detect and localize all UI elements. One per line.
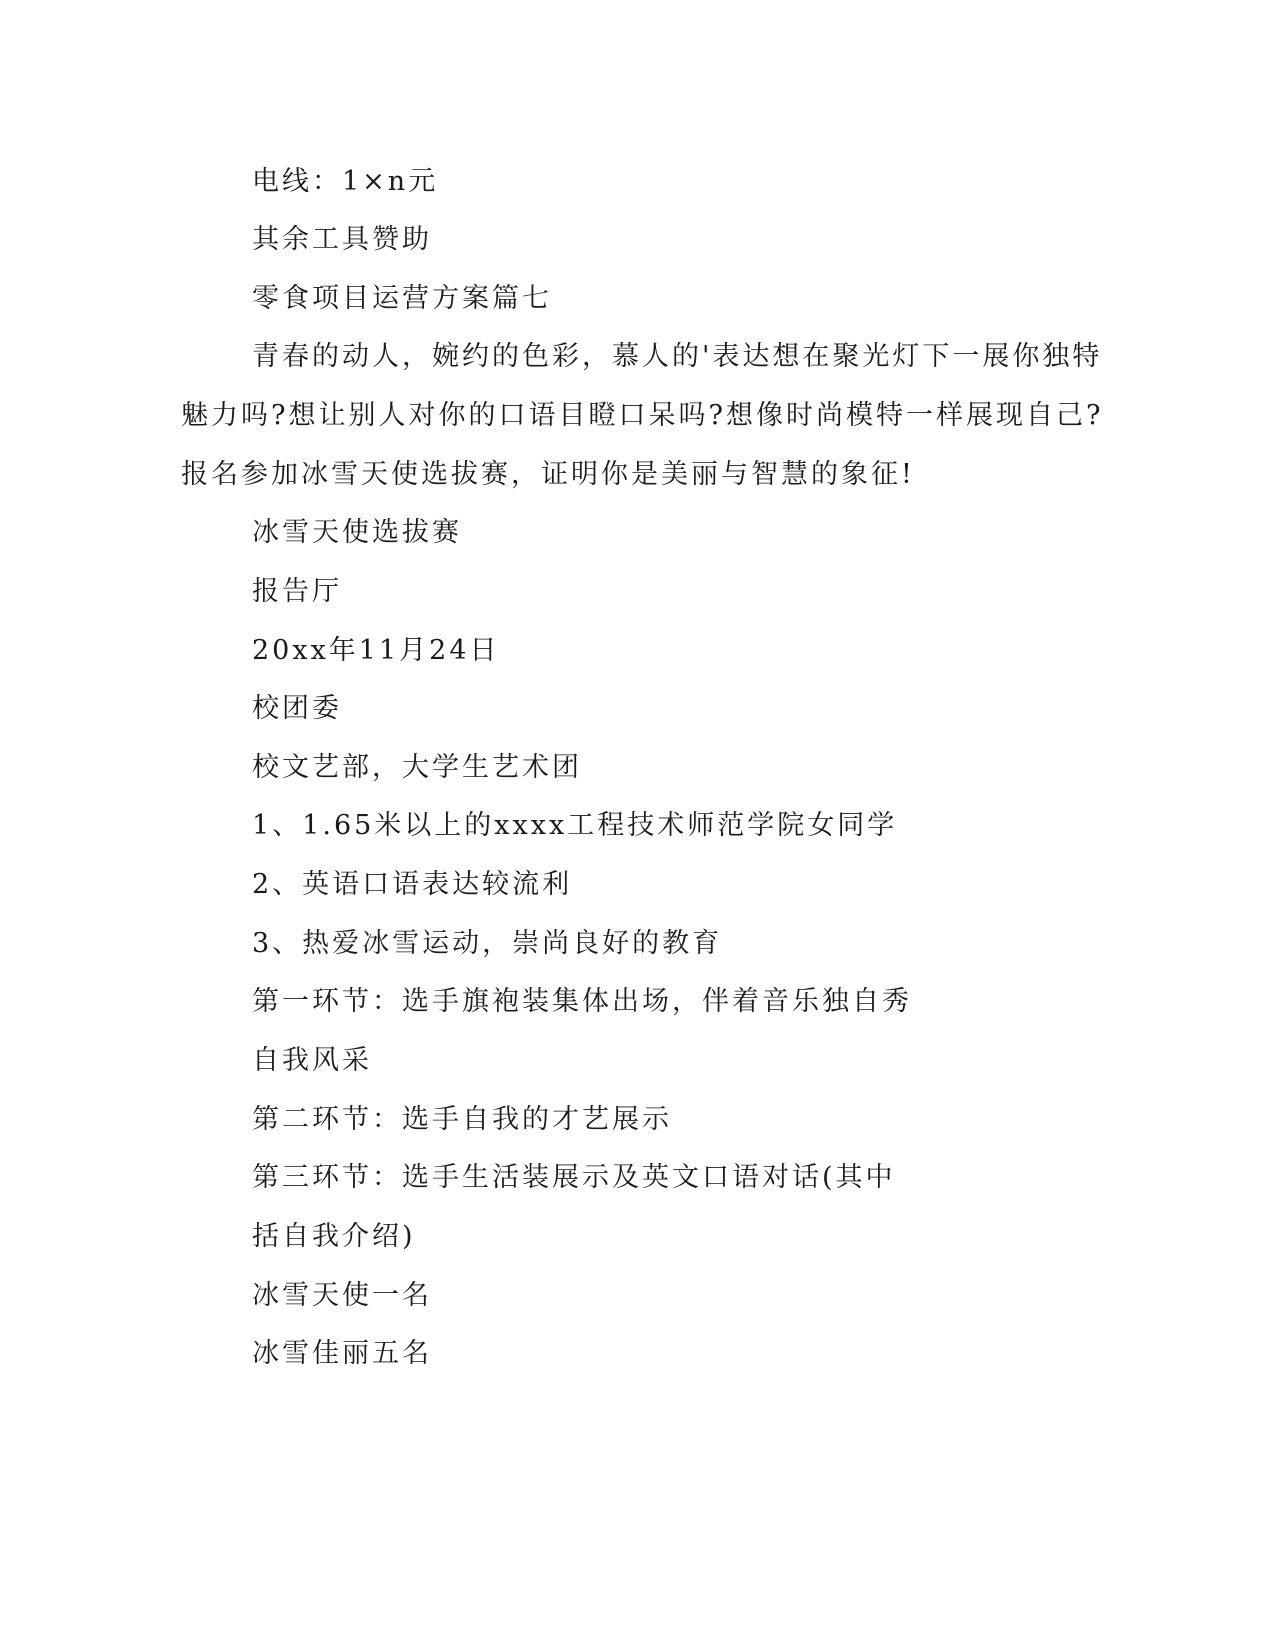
text-line: 第一环节：选手旗袍装集体出场，伴着音乐独自秀 [252, 986, 912, 1017]
text-line: 自我风采 [252, 1045, 372, 1076]
list-item: 2、英语口语表达较流利 [252, 869, 573, 900]
text-line: 括自我介绍) [252, 1221, 416, 1252]
text-line: 冰雪天使选拔赛 [252, 517, 462, 548]
paragraph-line: 青春的动人，婉约的色彩，慕人的'表达想在聚光灯下一展你独特 [252, 341, 1103, 372]
text-line: 冰雪佳丽五名 [252, 1338, 432, 1369]
text-line: 报告厅 [252, 576, 342, 607]
text-line: 第二环节：选手自我的才艺展示 [252, 1104, 672, 1135]
text-line: 冰雪天使一名 [252, 1280, 432, 1311]
paragraph-line: 报名参加冰雪天使选拔赛，证明你是美丽与智慧的象征! [181, 459, 915, 490]
text-line: 校团委 [252, 693, 342, 724]
text-line: 电线：1×n元 [252, 166, 439, 197]
list-item: 3、热爱冰雪运动，崇尚良好的教育 [252, 928, 723, 959]
text-line: 第三环节：选手生活装展示及英文口语对话(其中 [252, 1162, 896, 1193]
section-heading: 零食项目运营方案篇七 [252, 283, 552, 314]
list-item: 1、1.65米以上的xxxx工程技术师范学院女同学 [252, 810, 898, 841]
text-line: 其余工具赞助 [252, 224, 432, 255]
text-line: 校文艺部，大学生艺术团 [252, 752, 582, 783]
text-line: 20xx年11月24日 [252, 635, 500, 666]
paragraph-line: 魅力吗?想让别人对你的口语目瞪口呆吗?想像时尚模特一样展现自己? [181, 400, 1104, 431]
